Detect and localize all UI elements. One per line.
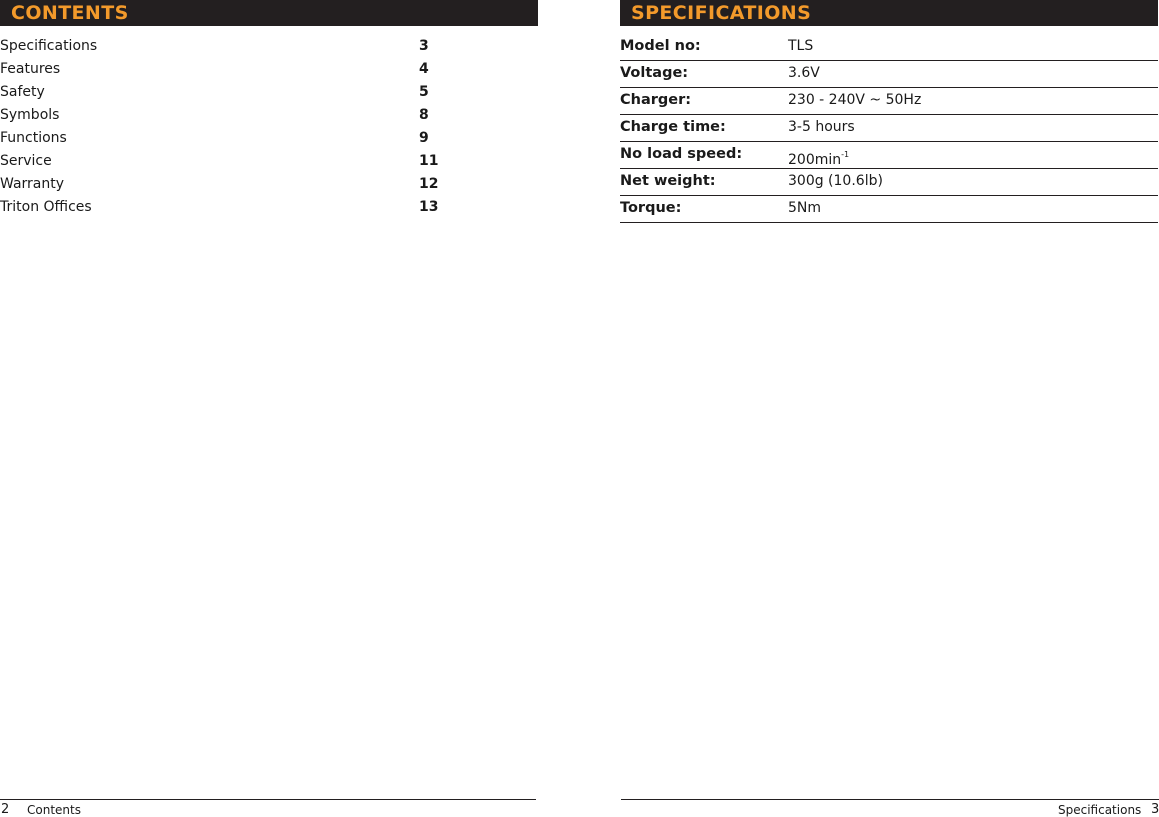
toc-item-label: Specifications (0, 38, 98, 54)
spec-label: Net weight: (620, 173, 716, 189)
spec-value (788, 143, 849, 172)
toc-item-label: Warranty (0, 176, 65, 192)
spec-value: 3.6V (788, 65, 820, 81)
toc-item-page-number: 11 (419, 153, 439, 169)
spec-label: Torque: (620, 200, 682, 216)
spec-row-charge-time (620, 116, 1158, 142)
toc-item-page-number: 13 (419, 199, 439, 215)
spec-row-model (620, 35, 1158, 61)
page-number-right: 3 (1151, 802, 1159, 817)
toc-item-label: Symbols (0, 107, 60, 123)
toc-item-label: Functions (0, 130, 67, 146)
toc-item-service[interactable] (0, 150, 460, 173)
spec-value: 3-5 hours (788, 119, 855, 135)
spec-label: Voltage: (620, 65, 689, 81)
toc-item-page-number: 12 (419, 176, 439, 192)
toc-item-page-number: 8 (419, 107, 429, 123)
specifications-table (620, 35, 1158, 224)
spec-value: 5Nm (788, 200, 822, 216)
spec-row-net-weight (620, 170, 1158, 196)
spec-label: Charge time: (620, 119, 726, 135)
toc-item-label: Features (0, 61, 61, 77)
toc-item-label: Safety (0, 84, 45, 100)
footer-divider-right (621, 799, 1159, 800)
toc-item-functions[interactable] (0, 127, 460, 150)
page-number-left: 2 (1, 802, 10, 817)
toc-item-page-number: 5 (419, 84, 429, 100)
contents-heading: CONTENTS (0, 0, 538, 26)
spec-label: Model no: (620, 38, 701, 54)
footer-section-label-left: Contents (27, 803, 81, 817)
spec-value: 300g (10.6lb) (788, 173, 883, 189)
spec-row-no-load-speed (620, 143, 1158, 169)
table-of-contents (0, 35, 460, 219)
toc-item-page-number: 3 (419, 38, 429, 54)
toc-item-label: Service (0, 153, 52, 169)
spec-value-main: 200min (788, 152, 842, 168)
spec-row-voltage (620, 62, 1158, 88)
spec-row-charger (620, 89, 1158, 115)
toc-item-page-number: 9 (419, 130, 429, 146)
toc-item-warranty[interactable] (0, 173, 460, 196)
footer-section-label-right: Specifications (1058, 803, 1142, 817)
toc-item-label: Triton Offices (0, 199, 92, 215)
toc-item-safety[interactable] (0, 81, 460, 104)
toc-item-symbols[interactable] (0, 104, 460, 127)
spec-label: No load speed: (620, 146, 743, 162)
specifications-heading: SPECIFICATIONS (620, 0, 1158, 26)
spec-label: Charger: (620, 92, 692, 108)
toc-item-page-number: 4 (419, 61, 429, 77)
toc-item-triton-offices[interactable] (0, 196, 460, 219)
spec-value: 230 - 240V ~ 50Hz (788, 92, 922, 108)
toc-item-specifications[interactable] (0, 35, 460, 58)
toc-item-features[interactable] (0, 58, 460, 81)
spec-value-superscript: -1 (841, 150, 850, 159)
footer-divider-left (0, 799, 536, 800)
spec-row-torque (620, 197, 1158, 223)
spec-value: TLS (788, 38, 814, 54)
